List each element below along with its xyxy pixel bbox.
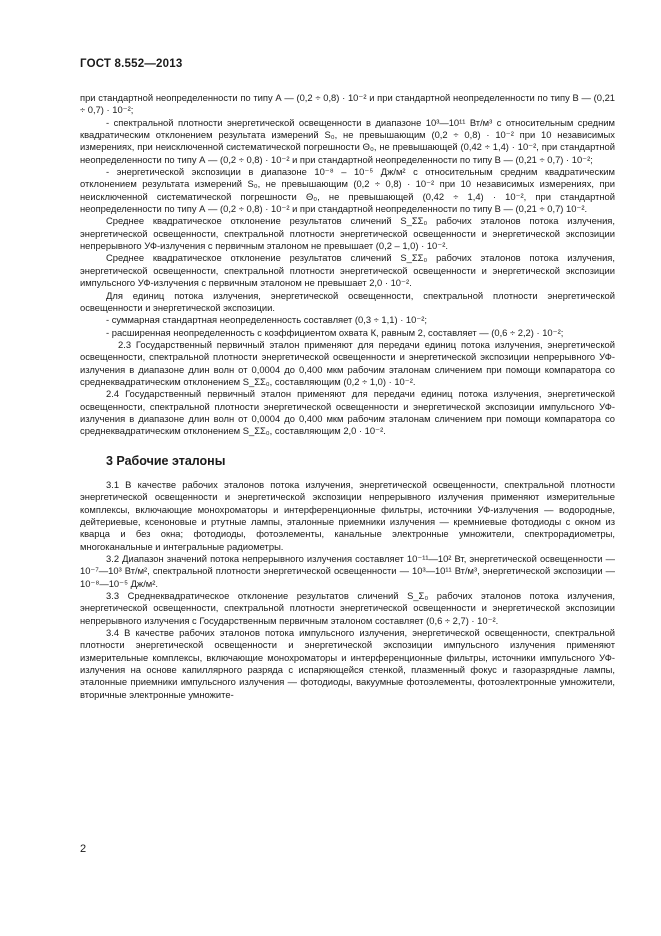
page-number: 2 (80, 843, 87, 855)
paragraph-units: Для единиц потока излучения, энергетической освещенности, спектральной плотности энергетической освещенности и энергетической экспозиции. (80, 289, 615, 313)
section-3-title: 3 Рабочие эталоны (106, 453, 226, 468)
clause-2-3: 2.3 Государственный первичный эталон применяют для передачи единиц потока излучения, энергетической освещенности, спектральной плотности энергетической освещенности и энергетической экспозиции непрерывного УФ-излучения в диапазоне длин волн от 0,0004 до 0,400 мкм рабочим эталонам сличением при помощи компаратора со среднеквадратическим отклонением S_ΣΣ₀, составляющим (0,2 ÷ 1,0) · 10⁻². (80, 338, 615, 387)
paragraph-sko-continuous: Среднее квадратическое отклонение результатов сличений S_ΣΣ₀ рабочих эталонов потока излучения, энергетической освещенности, спектральной плотности энергетической освещенности и энергетической экспозиции непрерывного УФ-излучения с первичным эталоном не превышает (0,2 – 1,0) · 10⁻². (80, 215, 615, 252)
paragraph-sko-pulsed: Среднее квадратическое отклонение результатов сличений S_ΣΣ₀ рабочих эталонов потока излучения, энергетической освещенности, спектральной плотности энергетической освещенности и энергетической экспозиции импульсного УФ-излучения с первичным эталоном не превышает 2,0 · 10⁻². (80, 252, 615, 289)
paragraph-exposure: - энергетической экспозиции в диапазоне 10⁻⁸ – 10⁻⁵ Дж/м² с относительным средним квадратическим отклонением результата измерений S₀, не превышающим (0,2 ÷ 0,8) · 10⁻² при 10 независимых измерениях, при неисключенной систематической погрешности Θ₀, не превышающей (0,42 ÷ 1,4) · 10⁻², при стандартной неопределенности по типу А — (0,2 ÷ 0,8) · 10⁻² и при стандартной неопределенности по типу В — (0,21 ÷ 0,7) 10⁻². (80, 166, 615, 215)
paragraph-expanded-uncertainty: - расширенная неопределенность с коэффициентом охвата К, равным 2, составляет — (0,6 ÷ 2,2) · 10⁻²; (106, 326, 564, 338)
clause-2-4: 2.4 Государственный первичный эталон применяют для передачи единиц потока излучения, энергетической освещенности, спектральной плотности энергетической освещенности и энергетической экспозиции импульсного УФ-излучения в диапазоне длин волн от 0,0004 до 0,400 мкм рабочим эталонам сличением при помощи компаратора со среднеквадратическим отклонением S_ΣΣ₀, составляющим 2,0 · 10⁻². (80, 388, 615, 437)
clause-3-4: 3.4 В качестве рабочих эталонов потока импульсного излучения, энергетической освещенности, спектральной плотности энергетической освещенности и энергетической экспозиции импульсного излучения применяют измерительные комплексы, включающие монохроматоры и интерференционные фильтры, источники импульсного УФ-излучения на основе капиллярного разряда с испаряющейся стенкой, плазменный фокус и газоразрядные лампы, эталонные приемники импульсного излучения — фотодиоды, вакуумные фотоэлементы, фотоэлектронные умножители, вторичные электронные умножите- (80, 627, 615, 700)
standard-header: ГОСТ 8.552—2013 (80, 58, 183, 70)
document-body (80, 92, 615, 701)
paragraph-continuation: при стандартной неопределенности по типу А — (0,2 ÷ 0,8) · 10⁻² и при стандартной неопределенности по типу В — (0,21 ÷ 0,7) · 10⁻²; (80, 92, 615, 116)
clause-3-1: 3.1 В качестве рабочих эталонов потока излучения, энергетической освещенности, спектральной плотности энергетической освещенности и энергетической экспозиции непрерывного излучения применяют измерительные комплексы, включающие монохроматоры и интерференционные фильтры, источники УФ-излучения — водородные, дейтериевые, ксеноновые и ртутные лампы, эталонные приемники излучения — кремниевые фотодиоды с окном из кварца и без окна; фотодиоды, фотоэлементы, канальные электронные умножители, спектрорадиометры, многоканальные и интегральные радиометры. (80, 478, 615, 552)
paragraph-spectral-density: - спектральной плотности энергетической освещенности в диапазоне 10³—10¹¹ Вт/м³ с относительным средним квадратическим отклонением результата измерений S₀, не превышающим (0,2 ÷ 0,8) · 10⁻² при 10 независимых измерениях, при неисключенной систематической погрешности Θ₀, не превышающей (0,42 ÷ 1,4) · 10⁻², при стандартной неопределенности по типу А — (0,2 ÷ 0,8) · 10⁻² и при стандартной неопределенности по типу В — (0,21 ÷ 0,7) · 10⁻²; (80, 116, 615, 165)
clause-3-3: 3.3 Среднеквадратическое отклонение результатов сличений S_Σ₀ рабочих эталонов потока излучения, энергетической освещенности, спектральной плотности энергетической освещенности и энергетической экспозиции непрерывного излучения с Государственным первичным эталоном составляет (0,6 ÷ 2,7) · 10⁻². (80, 590, 615, 626)
paragraph-combined-uncertainty: - суммарная стандартная неопределенность составляет (0,3 ÷ 1,1) · 10⁻²; (106, 314, 428, 326)
clause-3-2: 3.2 Диапазон значений потока непрерывного излучения составляет 10⁻¹¹—10² Вт, энергетической освещенности — 10⁻⁷—10³ Вт/м², спектральной плотности энергетической освещенности — 10³—10¹¹ Вт/м³, энергетической экспозиции — 10⁻⁸—10⁻⁵ Дж/м². (80, 553, 615, 589)
